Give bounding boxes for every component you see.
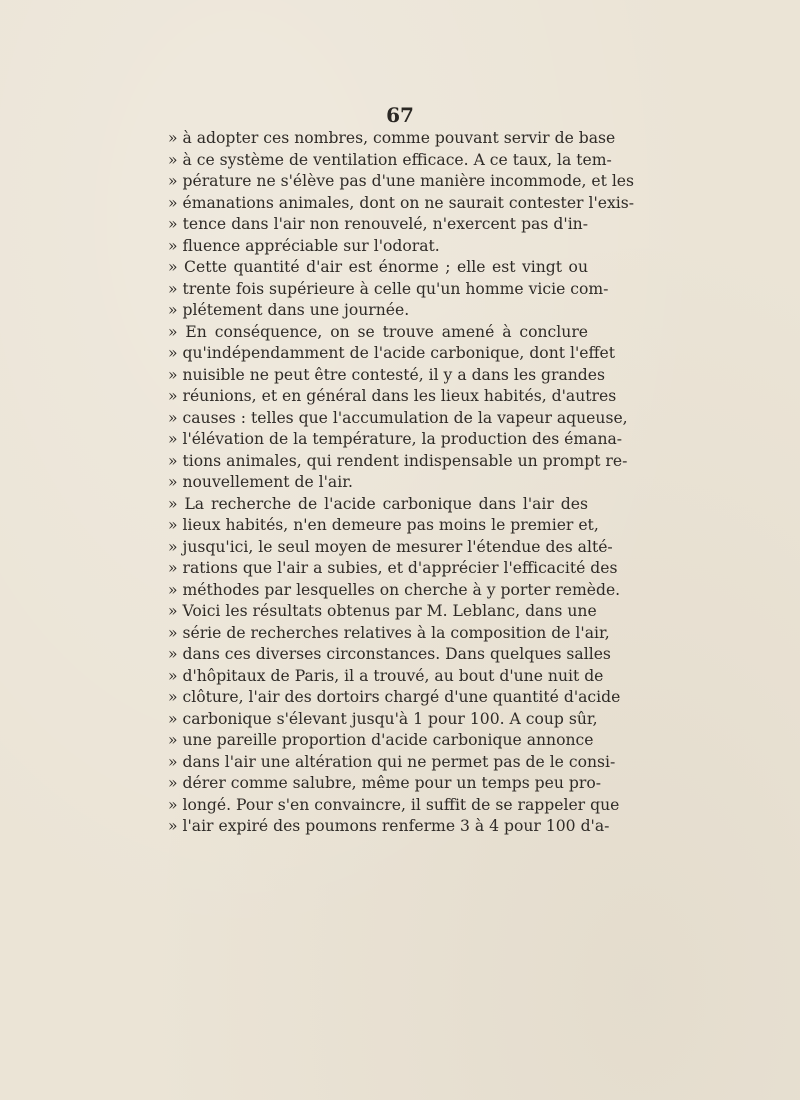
text-line: » clôture, l'air des dortoirs chargé d'une quantité d'acide — [168, 688, 621, 706]
text-line: » réunions, et en général dans les lieux habités, d'autres — [168, 387, 617, 405]
text-line: » l'air expiré des poumons renferme 3 à 4 pour 100 d'a- — [168, 817, 610, 835]
text-line: » d'hôpitaux de Paris, il a trouvé, au bout d'une nuit de — [168, 666, 604, 685]
text-line: » à ce système de ventilation efficace. A ce taux, la tem- — [168, 150, 612, 169]
text-line: » longé. Pour s'en convaincre, il suffit de se rappeler que — [168, 795, 620, 814]
text-line: » dérer comme salubre, même pour un temps peu pro- — [168, 774, 601, 792]
text-line: » tions animales, qui rendent indispensable un prompt re- — [168, 451, 628, 470]
text-line: » La recherche de l'acide carbonique dans l'air des — [168, 494, 588, 513]
text-line: » Cette quantité d'air est énorme ; elle est vingt ou — [168, 258, 588, 276]
body-text — [168, 128, 635, 838]
text-line: » jusqu'ici, le seul moyen de mesurer l'étendue des alté- — [168, 537, 613, 556]
text-line: » une pareille proportion d'acide carbonique annonce — [168, 731, 594, 749]
text-line: » l'élévation de la température, la production des émana- — [168, 430, 623, 448]
text-line: » dans l'air une altération qui ne permet pas de le consi- — [168, 752, 616, 771]
text-line: » En conséquence, on se trouve amené à conclure — [168, 322, 588, 341]
text-line: » émanations animales, dont on ne saurait contester l'exis- — [168, 193, 635, 212]
text-line: » à adopter ces nombres, comme pouvant servir de base — [168, 129, 616, 147]
text-line: » dans ces diverses circonstances. Dans quelques salles — [168, 645, 611, 663]
text-line: » plétement dans une journée. — [168, 301, 410, 319]
text-line: » causes : telles que l'accumulation de la vapeur aqueuse, — [168, 408, 628, 427]
text-line: » qu'indépendamment de l'acide carbonique, dont l'effet — [168, 344, 616, 362]
text-line: » tence dans l'air non renouvelé, n'exercent pas d'in- — [168, 215, 588, 233]
text-line: » carbonique s'élevant jusqu'à 1 pour 100. A coup sûr, — [168, 709, 598, 728]
text-line: » trente fois supérieure à celle qu'un homme vicie com- — [168, 279, 609, 298]
text-line: » rations que l'air a subies, et d'apprécier l'efficacité des — [168, 559, 618, 577]
text-line: » méthodes par lesquelles on cherche à y porter remède. — [168, 580, 621, 599]
text-line: » pérature ne s'élève pas d'une manière incommode, et les — [168, 172, 635, 190]
text-line: » série de recherches relatives à la composition de l'air, — [168, 623, 610, 642]
page-number: 67 — [386, 103, 414, 127]
text-line: » Voici les résultats obtenus par M. Leblanc, dans une — [168, 602, 597, 620]
text-line: » lieux habités, n'en demeure pas moins le premier et, — [168, 516, 599, 534]
text-line: » fluence appréciable sur l'odorat. — [168, 236, 440, 255]
text-line: » nuisible ne peut être contesté, il y a dans les grandes — [168, 365, 606, 384]
text-line: » nouvellement de l'air. — [168, 473, 353, 491]
